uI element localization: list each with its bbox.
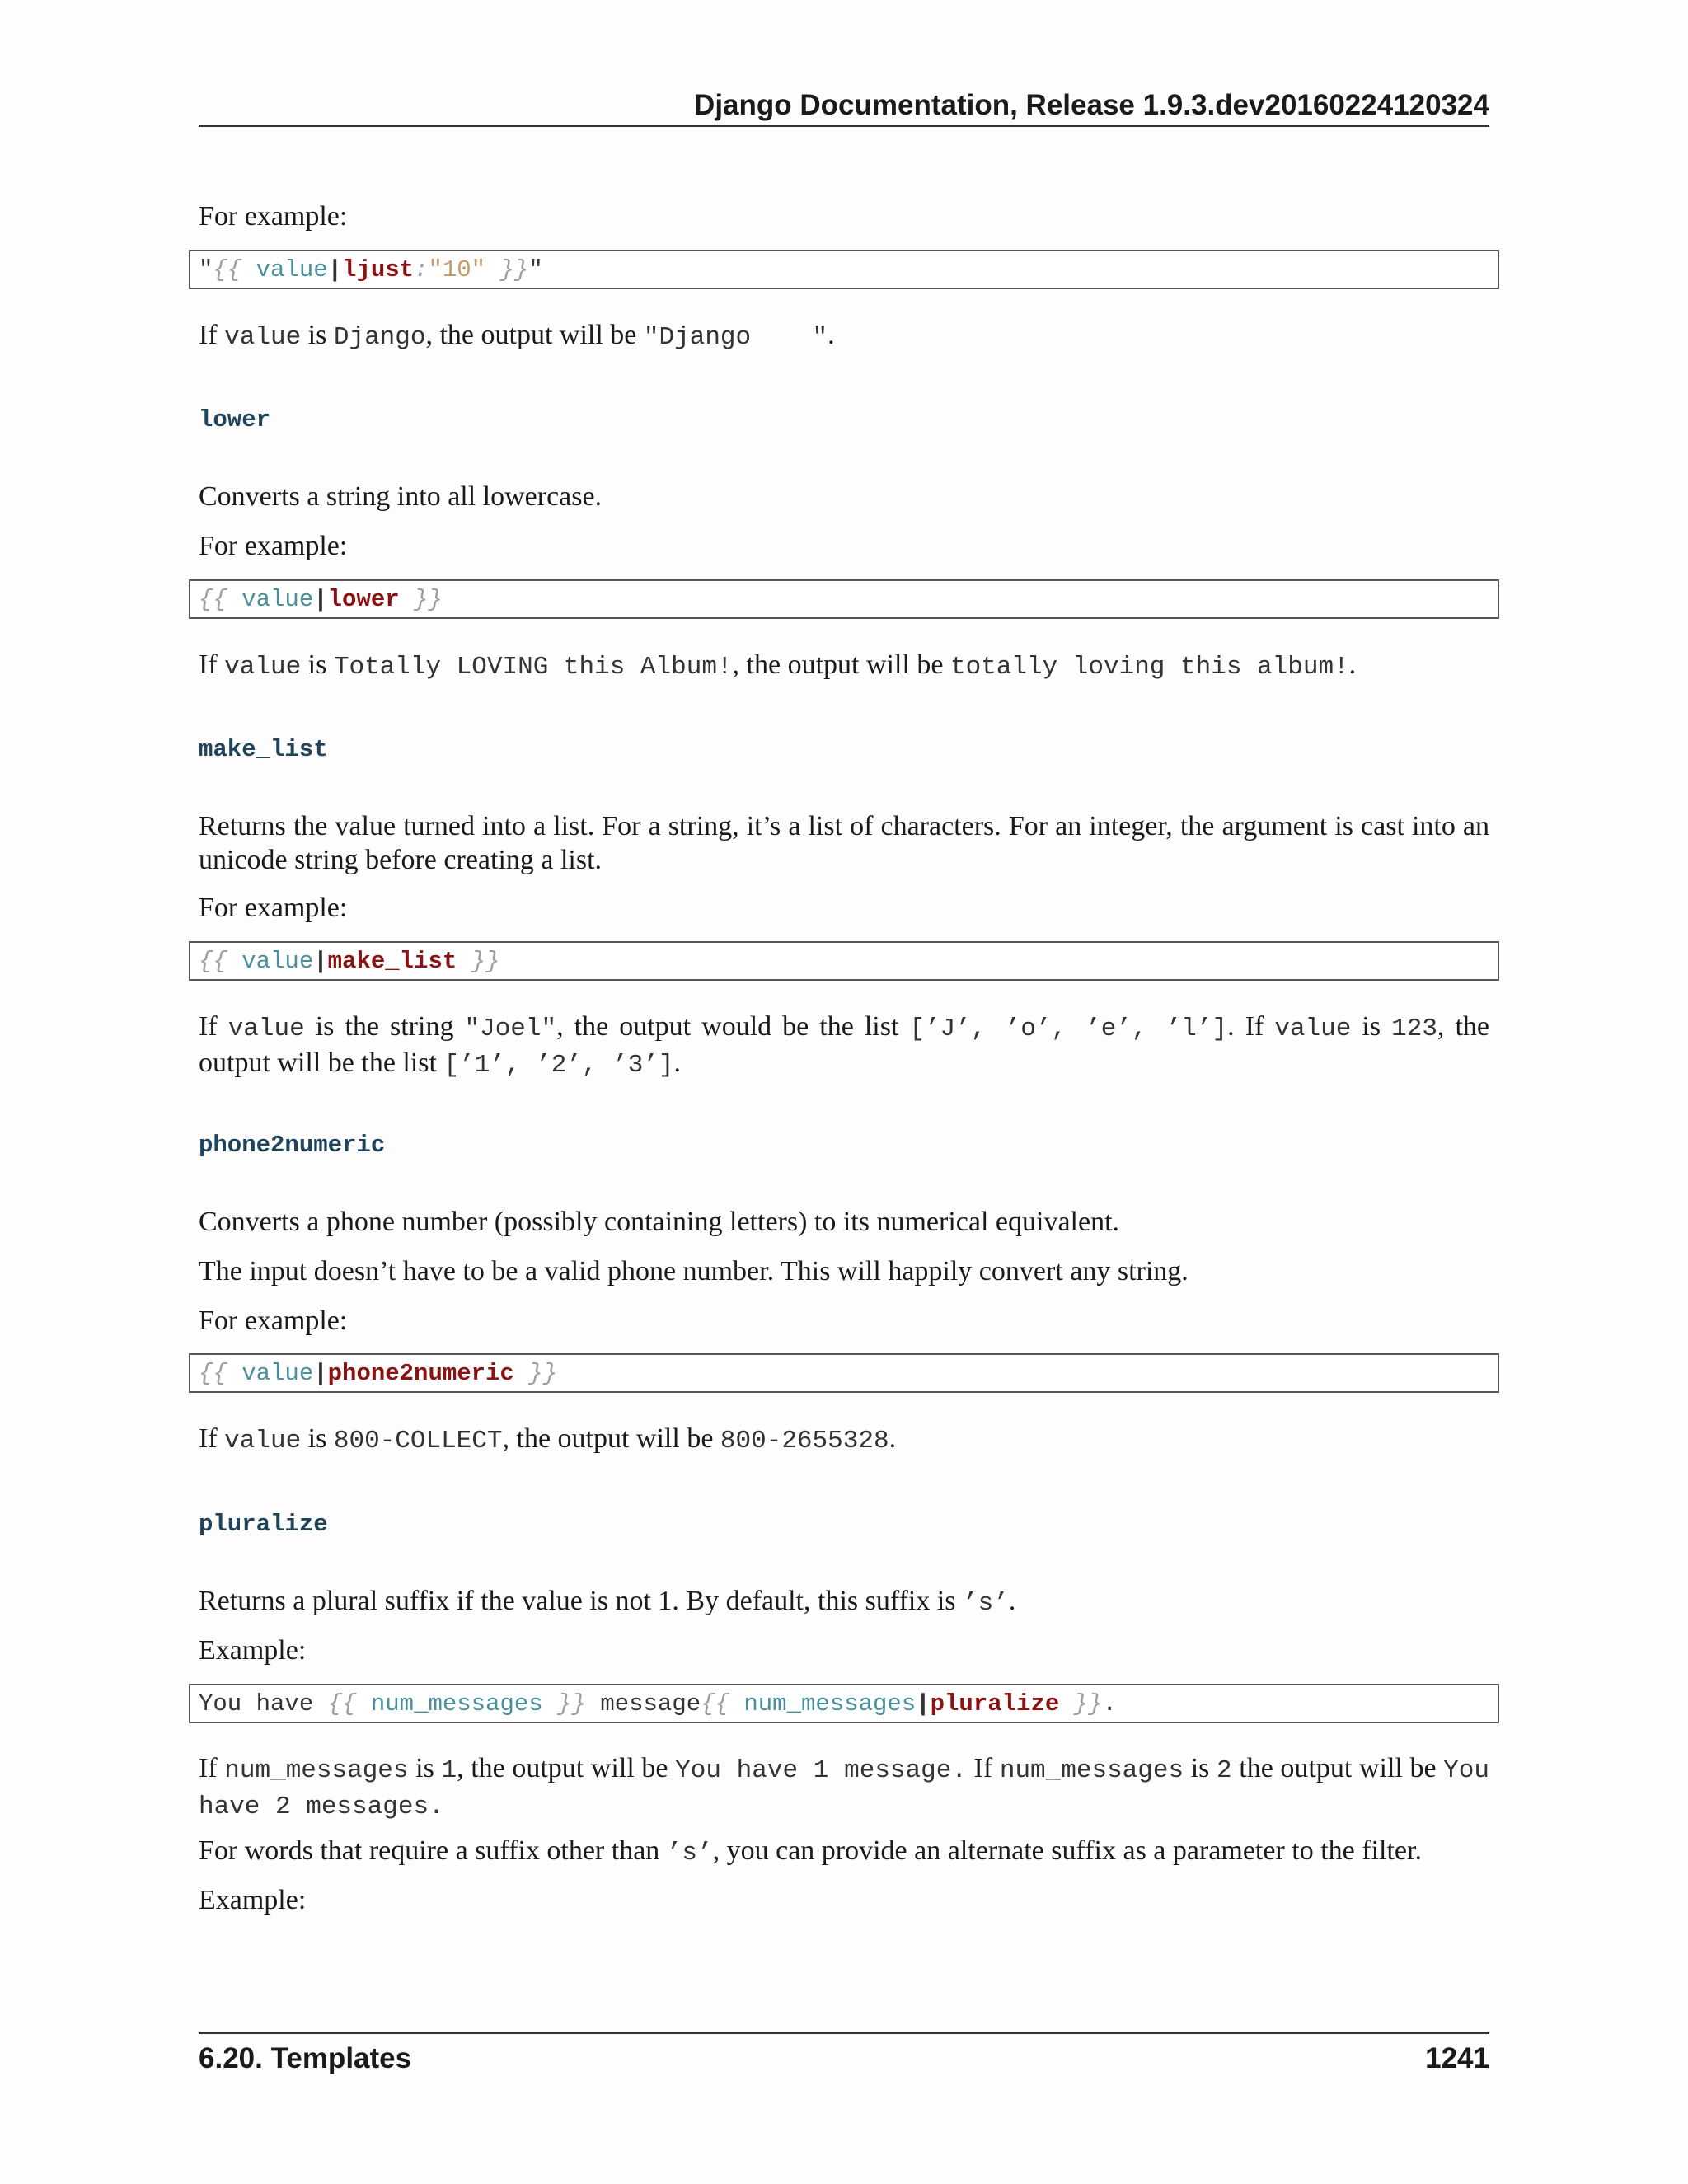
paragraph-phone2numeric-desc: Converts a phone number (possibly containing letters) to its numerical equivalent. <box>199 1207 1120 1237</box>
code-token: value <box>241 1360 314 1387</box>
inline-code: 800-COLLECT <box>333 1427 503 1455</box>
inline-code: "Django " <box>643 323 828 352</box>
code-token: value <box>256 256 328 284</box>
paragraph-lower-desc: Converts a string into all lowercase. <box>199 481 603 512</box>
text: . <box>1008 1586 1016 1616</box>
page-footer <box>199 2032 1489 2075</box>
text: is <box>301 320 334 350</box>
text: , the output will be <box>502 1423 720 1454</box>
inline-code: ’s’ <box>666 1839 713 1868</box>
code-token: message <box>585 1690 701 1718</box>
inline-code: You have 2 messages. <box>199 1756 1489 1821</box>
text: the output will be <box>1231 1753 1444 1783</box>
text: is <box>1351 1011 1392 1042</box>
code-token: | <box>916 1690 931 1718</box>
text: is <box>1184 1753 1217 1783</box>
text: . <box>889 1423 897 1454</box>
inline-code: num_messages <box>999 1756 1184 1785</box>
text: Returns a plural suffix if the value is not 1. By default, this suffix is <box>199 1586 964 1616</box>
inline-code: Totally LOVING this Album! <box>333 653 733 682</box>
code-token: phone2numeric <box>327 1360 514 1387</box>
code-token: value <box>241 586 314 613</box>
text: If <box>199 1753 225 1783</box>
code-token: pluralize <box>930 1690 1060 1718</box>
text: is the string <box>304 1011 465 1042</box>
code-token: }} <box>1059 1690 1103 1718</box>
inline-code: value <box>224 653 302 682</box>
code-token: | <box>313 948 328 975</box>
paragraph-for-example: For example: <box>199 893 348 923</box>
text: . If <box>1227 1011 1275 1042</box>
text: If <box>199 649 225 680</box>
text: If <box>199 320 225 350</box>
text: If <box>199 1423 225 1454</box>
code-token: . <box>1102 1690 1117 1718</box>
inline-code: value <box>1274 1015 1352 1043</box>
code-token: ljust <box>342 256 415 284</box>
text: , the output would be the list <box>556 1011 910 1042</box>
code-token: {{ <box>701 1690 744 1718</box>
text: , the output will be the list <box>199 1011 1489 1078</box>
text: . <box>673 1047 682 1078</box>
paragraph-phone2numeric-desc2: The input doesn’t have to be a valid phone number. This will happily convert any string. <box>199 1256 1189 1286</box>
footer-section: 6.20. Templates <box>199 2042 412 2074</box>
code-token: value <box>241 948 314 975</box>
inline-code: 800-2655328 <box>720 1427 889 1455</box>
code-token: You have <box>199 1690 328 1718</box>
text: , you can provide an alternate suffix as a parameter to the filter. <box>712 1835 1422 1866</box>
code-token: {{ <box>199 1360 242 1387</box>
code-token: }} <box>513 1360 558 1387</box>
inline-code: 123 <box>1391 1015 1437 1043</box>
text: If <box>966 1753 1000 1783</box>
text: For words that require a suffix other than <box>199 1835 667 1866</box>
section-title-pluralize: pluralize <box>199 1511 328 1538</box>
inline-code: [’J’, ’o’, ’e’, ’l’] <box>909 1015 1228 1043</box>
code-token: " <box>199 256 213 284</box>
code-token: | <box>313 1360 328 1387</box>
section-title-make-list: make_list <box>199 736 328 763</box>
code-token: {{ <box>213 256 256 284</box>
inline-code: value <box>224 323 302 352</box>
paragraph-phone2numeric-output <box>199 1422 1489 1458</box>
code-token: }} <box>457 948 500 975</box>
paragraph-for-example: For example: <box>199 201 348 232</box>
page-header: Django Documentation, Release 1.9.3.dev20160224120324 <box>199 89 1489 127</box>
paragraph-make-list-desc: Returns the value turned into a list. For a string, it’s a list of characters. For an integer, the argument is cast into an unicode string before creating a list. <box>199 811 1489 875</box>
code-token: }} <box>485 256 529 284</box>
code-block-phone2numeric <box>189 1353 1499 1393</box>
section-title-phone2numeric: phone2numeric <box>199 1132 386 1159</box>
inline-code: 2 <box>1217 1756 1232 1785</box>
paragraph-make-list-output <box>199 1010 1489 1082</box>
text: , the output will be <box>732 649 950 680</box>
paragraph-for-example: For example: <box>199 1305 348 1336</box>
code-token: num_messages <box>370 1690 543 1718</box>
paragraph-example: Example: <box>199 1885 307 1915</box>
text: is <box>301 1423 334 1454</box>
code-token: lower <box>327 586 400 613</box>
inline-code: You have 1 message. <box>675 1756 967 1785</box>
code-block-lower <box>189 579 1499 619</box>
paragraph-pluralize-desc <box>199 1584 1489 1620</box>
inline-code: value <box>227 1015 305 1043</box>
code-token: | <box>327 256 343 284</box>
text: , the output will be <box>425 320 644 350</box>
paragraph-pluralize-alt <box>199 1834 1489 1870</box>
code-token: "10" <box>428 256 486 284</box>
inline-code: Django <box>333 323 426 352</box>
code-token: }} <box>542 1690 586 1718</box>
code-token: {{ <box>199 948 242 975</box>
inline-code: 1 <box>441 1756 457 1785</box>
inline-code: "Joel" <box>464 1015 557 1043</box>
code-token: }} <box>399 586 443 613</box>
code-token: " <box>528 256 543 284</box>
inline-code: num_messages <box>224 1756 409 1785</box>
text: If <box>199 1011 228 1042</box>
paragraph-ljust-output <box>199 318 1489 354</box>
paragraph-example: Example: <box>199 1635 307 1666</box>
paragraph-lower-output <box>199 648 1489 684</box>
code-token: | <box>313 586 328 613</box>
footer-page-number: 1241 <box>1425 2042 1489 2074</box>
section-title-lower: lower <box>199 406 271 434</box>
code-token: make_list <box>327 948 457 975</box>
code-token: {{ <box>199 586 242 613</box>
code-block-pluralize <box>189 1684 1499 1723</box>
code-token: num_messages <box>743 1690 917 1718</box>
text: is <box>301 649 334 680</box>
code-block-make-list <box>189 941 1499 981</box>
inline-code: value <box>224 1427 302 1455</box>
inline-code: [’1’, ’2’, ’3’] <box>443 1051 674 1080</box>
text: . <box>1348 649 1357 680</box>
text: , the output will be <box>457 1753 676 1783</box>
code-token: {{ <box>327 1690 371 1718</box>
text: . <box>828 320 835 350</box>
paragraph-pluralize-output <box>199 1751 1489 1824</box>
text: is <box>408 1753 442 1783</box>
code-block-ljust <box>189 250 1499 289</box>
inline-code: ’s’ <box>963 1589 1009 1618</box>
inline-code: totally loving this album! <box>950 653 1349 682</box>
code-token: : <box>414 256 429 284</box>
paragraph-for-example: For example: <box>199 531 348 561</box>
